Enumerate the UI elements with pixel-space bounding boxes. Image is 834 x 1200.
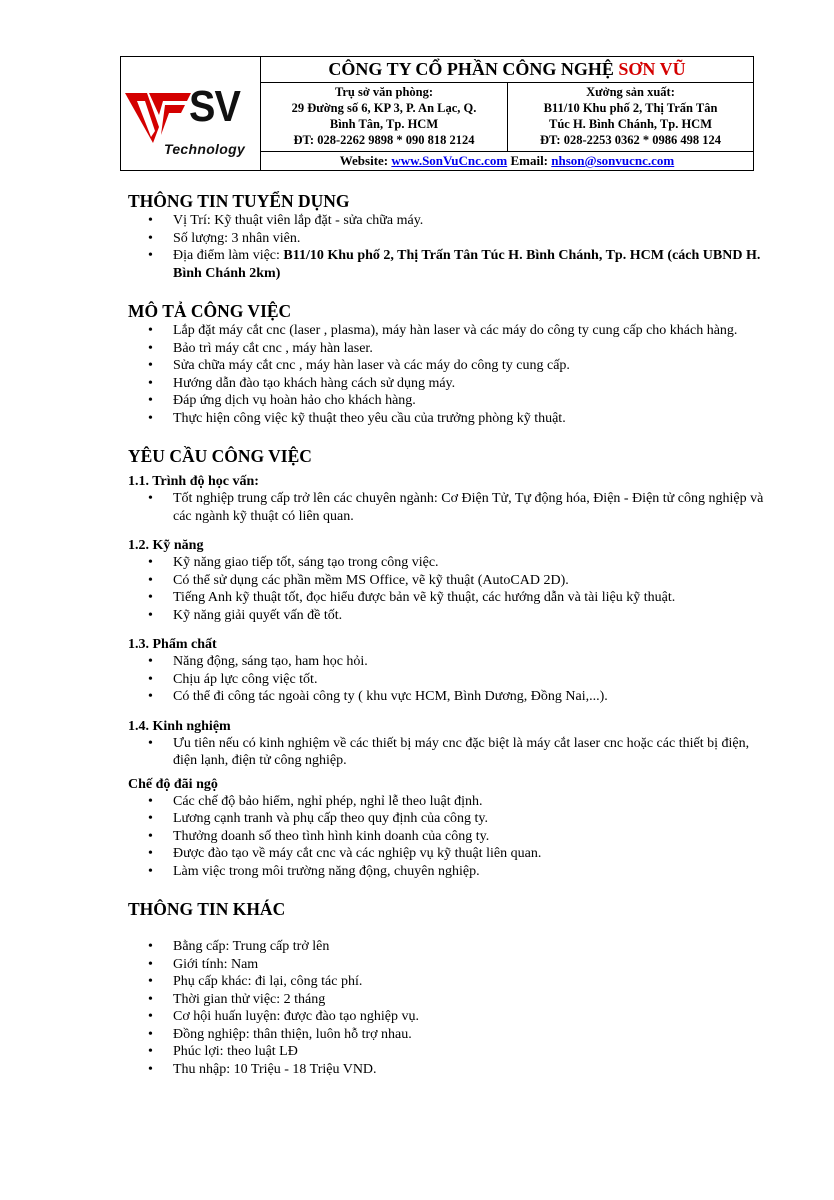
list-item: • Sửa chữa máy cắt cnc , máy hàn laser và các máy do công ty cung cấp.: [128, 357, 768, 375]
list-item: • Thời gian thử việc: 2 tháng: [128, 991, 768, 1009]
list-item: • Có thể đi công tác ngoài công ty ( khu vực HCM, Bình Dương, Đồng Nai,...).: [128, 688, 768, 706]
list-item: • Tiếng Anh kỹ thuật tốt, đọc hiểu được bản vẽ kỹ thuật, các hướng dẫn và tài liệu kỹ thuật.: [128, 589, 768, 607]
benefits-heading: Chế độ đãi ngộ: [128, 776, 218, 792]
website-link[interactable]: www.SonVuCnc.com: [391, 153, 508, 168]
office-line-2: Bình Tân, Tp. HCM: [329, 117, 439, 131]
email-label: Email:: [507, 153, 552, 168]
experience-list: [128, 735, 768, 770]
list-item: • Thưởng doanh số theo tình hình kinh doanh của công ty.: [128, 828, 768, 846]
letterhead: [120, 56, 754, 171]
list-item: • Được đào tạo về máy cắt cnc và các nghiệp vụ kỹ thuật liên quan.: [128, 845, 768, 863]
list-item: • Giới tính: Nam: [128, 956, 768, 974]
list-item: • Đáp ứng dịch vụ hoàn hảo cho khách hàng.: [128, 392, 768, 410]
list-item: • Phụ cấp khác: đi lại, công tác phí.: [128, 973, 768, 991]
list-item: • Chịu áp lực công việc tốt.: [128, 671, 768, 689]
factory-phone: ĐT: 028-2253 0362 * 0986 498 124: [539, 133, 721, 147]
requirements-heading: YÊU CẦU CÔNG VIỆC: [128, 446, 312, 466]
company-name-prefix: CÔNG TY CỔ PHẦN CÔNG NGHỆ: [328, 59, 619, 79]
list-item: • Có thể sử dụng các phần mềm MS Office, vẽ kỹ thuật (AutoCAD 2D).: [128, 572, 768, 590]
list-item: • Lương cạnh tranh và phụ cấp theo quy định của công ty.: [128, 810, 768, 828]
website-label: Website:: [339, 153, 392, 168]
factory-address: [508, 83, 753, 151]
list-item: • Đồng nghiệp: thân thiện, luôn hỗ trợ nhau.: [128, 1026, 768, 1044]
list-item: • Thu nhập: 10 Triệu - 18 Triệu VND.: [128, 1061, 768, 1079]
list-item: • Bằng cấp: Trung cấp trở lên: [128, 938, 768, 956]
contact-line: [261, 151, 753, 170]
qualities-heading: 1.3. Phẩm chất: [128, 637, 217, 652]
document-body: [128, 190, 768, 1078]
education-list: [128, 490, 768, 525]
recruit-heading: THÔNG TIN TUYỂN DỤNG: [128, 191, 350, 211]
factory-line-2: Túc H. Bình Chánh, Tp. HCM: [548, 117, 713, 131]
list-item: • Tốt nghiệp trung cấp trở lên các chuyên ngành: Cơ Điện Tử, Tự động hóa, Điện - Điện tử công nghiệp và các ngành kỹ thuật có liên quan.: [128, 490, 768, 525]
list-item: • Thực hiện công việc kỹ thuật theo yêu cầu của trưởng phòng kỹ thuật.: [128, 410, 768, 428]
company-name: [261, 57, 753, 83]
list-item: • Kỹ năng giao tiếp tốt, sáng tạo trong công việc.: [128, 554, 768, 572]
list-item: • Cơ hội huấn luyện: được đào tạo nghiệp vụ.: [128, 1008, 768, 1026]
list-item: • Lắp đặt máy cắt cnc (laser , plasma), máy hàn laser và các máy do công ty cung cấp cho khách hàng.: [128, 322, 768, 340]
qualities-list: [128, 653, 768, 706]
other-list: [128, 938, 768, 1078]
location-label: Địa điểm làm việc:: [173, 248, 284, 263]
list-item: • Năng động, sáng tạo, ham học hỏi.: [128, 653, 768, 671]
recruit-list: [128, 212, 768, 282]
recruit-position: • Vị Trí: Kỹ thuật viên lắp đặt - sửa chữa máy.: [128, 212, 768, 230]
benefits-list: [128, 793, 768, 881]
logo-subtitle: Technology: [164, 141, 246, 157]
office-title: Trụ sở văn phòng:: [334, 85, 434, 99]
list-item: • Kỹ năng giải quyết vấn đề tốt.: [128, 607, 768, 625]
description-list: [128, 322, 768, 427]
company-brand: SƠN VŨ: [618, 59, 686, 79]
list-item: • Phúc lợi: theo luật LĐ: [128, 1043, 768, 1061]
list-item: • Các chế độ bảo hiểm, nghỉ phép, nghỉ lễ theo luật định.: [128, 793, 768, 811]
office-line-1: 29 Đường số 6, KP 3, P. An Lạc, Q.: [291, 101, 477, 115]
logo-letters: SV: [189, 82, 241, 131]
list-item: • Ưu tiên nếu có kinh nghiệm về các thiết bị máy cnc đặc biệt là máy cắt laser cnc hoặc các thiết bị điện, điện lạnh, điện tử công nghiệp.: [128, 735, 768, 770]
office-phone: ĐT: 028-2262 9898 * 090 818 2124: [293, 133, 475, 147]
factory-line-1: B11/10 Khu phố 2, Thị Trấn Tân: [543, 101, 718, 115]
office-address: [261, 83, 508, 151]
list-item: • Làm việc trong môi trường năng động, chuyên nghiệp.: [128, 863, 768, 881]
company-logo: [121, 57, 261, 170]
other-heading: THÔNG TIN KHÁC: [128, 899, 286, 919]
factory-title: Xưởng sản xuất:: [586, 85, 675, 99]
education-heading: 1.1. Trình độ học vấn:: [128, 474, 259, 489]
experience-heading: 1.4. Kinh nghiệm: [128, 718, 231, 734]
recruit-quantity: • Số lượng: 3 nhân viên.: [128, 230, 768, 248]
email-link[interactable]: nhson@sonvucnc.com: [551, 153, 675, 168]
list-item: • Bảo trì máy cắt cnc , máy hàn laser.: [128, 340, 768, 358]
description-heading: MÔ TẢ CÔNG VIỆC: [128, 301, 292, 321]
skills-heading: 1.2. Kỹ năng: [128, 538, 204, 553]
skills-list: [128, 554, 768, 624]
recruit-location: [128, 247, 768, 282]
location-value: B11/10 Khu phố 2, Thị Trấn Tân Túc H. Bình Chánh, Tp. HCM (cách UBND H. Bình Chánh 2km): [173, 248, 761, 281]
list-item: • Hướng dẫn đào tạo khách hàng cách sử dụng máy.: [128, 375, 768, 393]
